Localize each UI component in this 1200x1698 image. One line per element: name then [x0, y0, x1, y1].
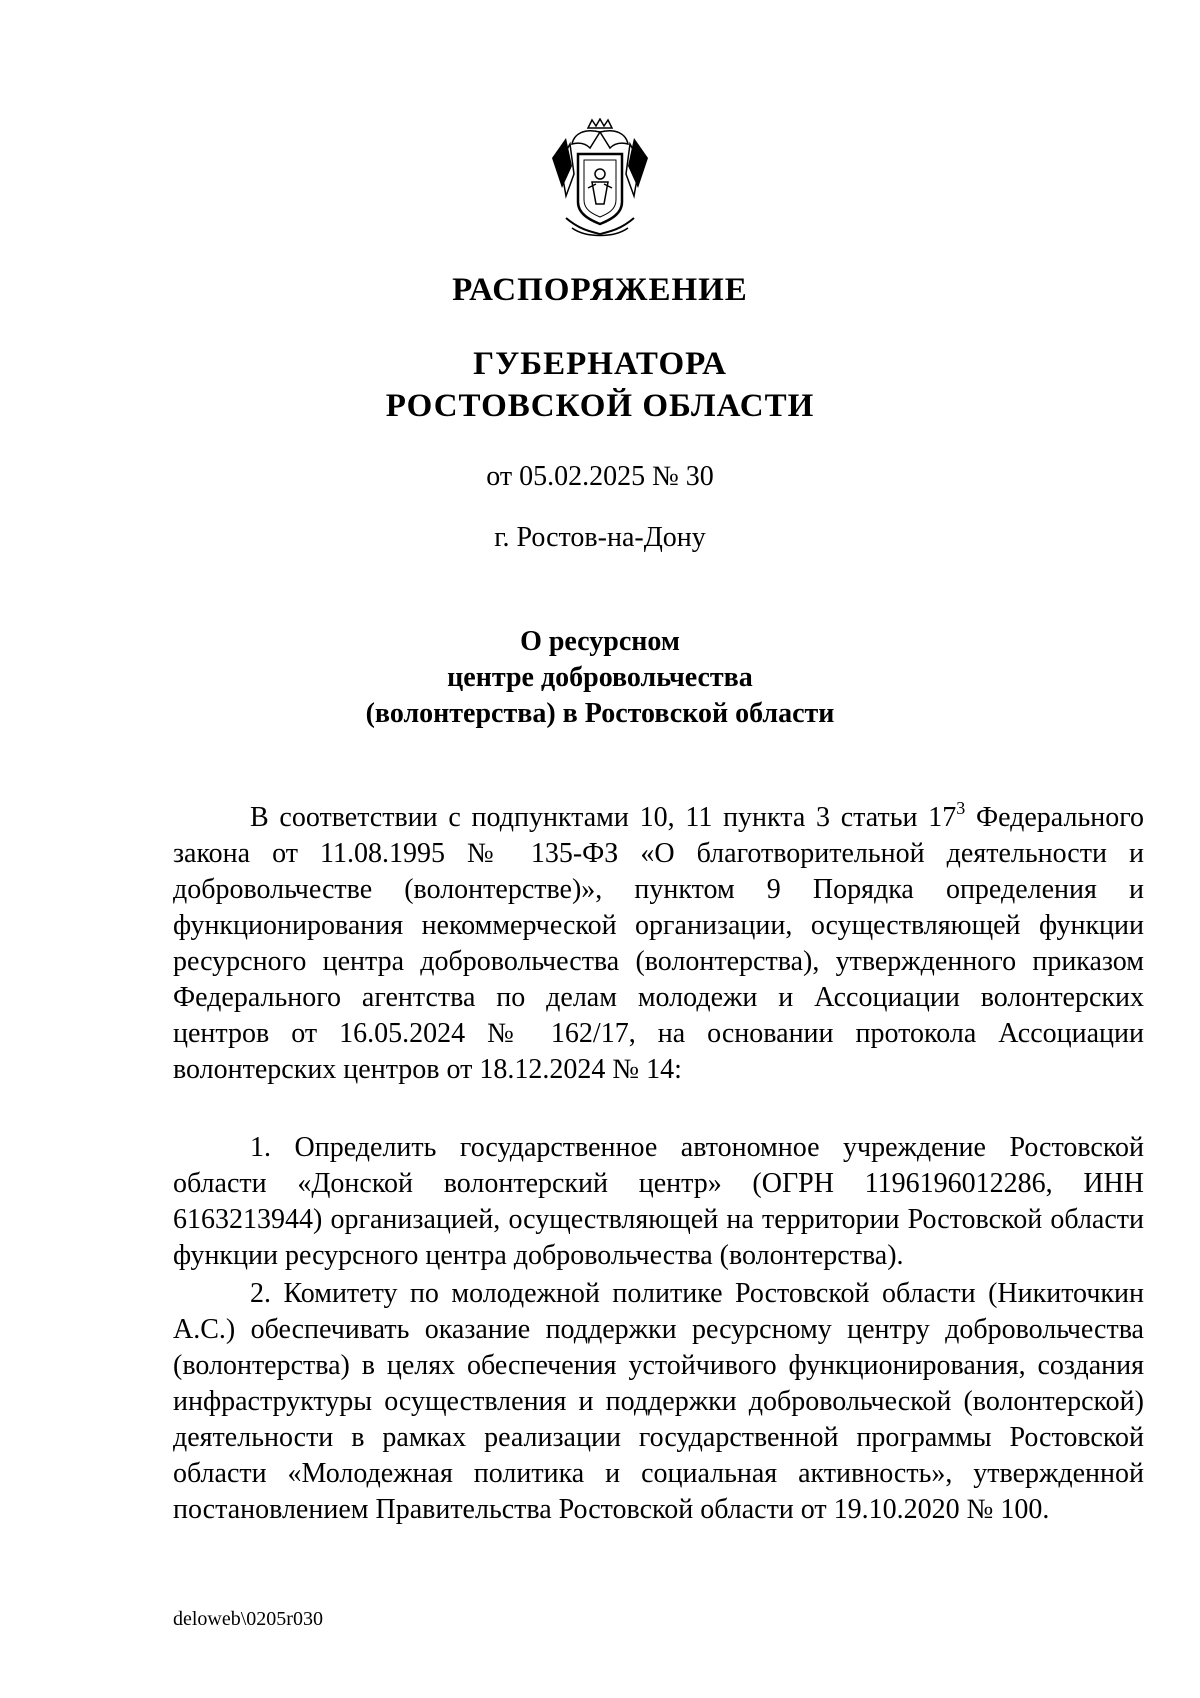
- issuer-line-1: ГУБЕРНАТОРА: [473, 346, 727, 382]
- document-date-number: от 05.02.2025 № 30: [486, 461, 714, 492]
- issuer-line-2: РОСТОВСКОЙ ОБЛАСТИ: [385, 388, 815, 424]
- clause-2-paragraph: 2. Комитету по молодежной политике Ростовской области (Никиточкин А.С.) обеспечивать оказание поддержки ресурсному центру добровольчества (волонтерства) в целях обеспечения устойчивого функционирования, создания инфраструктуры осуществления и поддержки добровольческой (волонтерской) деятельности в рамках реализации государственной программы Ростовской области «Молодежная политика и социальная активность», утвержденной постановлением Правительства Ростовской области от 19.10.2020 № 100.: [173, 1278, 1144, 1525]
- intro-paragraph: [173, 797, 1144, 1088]
- document-city: г. Ростов-на-Дону: [494, 522, 706, 553]
- subject-line-2: центре добровольчества: [447, 662, 753, 693]
- article-superscript: 3: [956, 797, 966, 818]
- footer-document-code: deloweb\0205r030: [173, 1608, 323, 1630]
- subject-line-1: О ресурсном: [520, 626, 680, 657]
- clause-1-paragraph: 1. Определить государственное автономное учреждение Ростовской области «Донской волонтерский центр» (ОГРН 1196196012286, ИНН 6163213944) организацией, осуществляющей на территории Ростовской области функции ресурсного центра добровольчества (волонтерства).: [173, 1132, 1144, 1271]
- intro-text-start: В соответствии с подпунктами 10, 11 пункта 3 статьи 17: [250, 802, 957, 833]
- document-type-title: РАСПОРЯЖЕНИЕ: [452, 272, 748, 308]
- coat-of-arms-emblem: [544, 118, 656, 242]
- intro-text-rest: Федерального закона от 11.08.1995 № 135-ФЗ «О благотворительной деятельности и добровольчестве (волонтерстве)», пунктом 9 Порядка определения и функционирования некоммерческой организации, осуществляющей функции ресурсного центра добровольчества (волонтерства), утвержденного приказом Федерального агентства по делам молодежи и Ассоциации волонтерских центров от 16.05.2024 № 162/17, на основании протокола Ассоциации волонтерских центров от 18.12.2024 № 14:: [173, 802, 1144, 1085]
- subject-line-3: (волонтерства) в Ростовской области: [365, 698, 835, 729]
